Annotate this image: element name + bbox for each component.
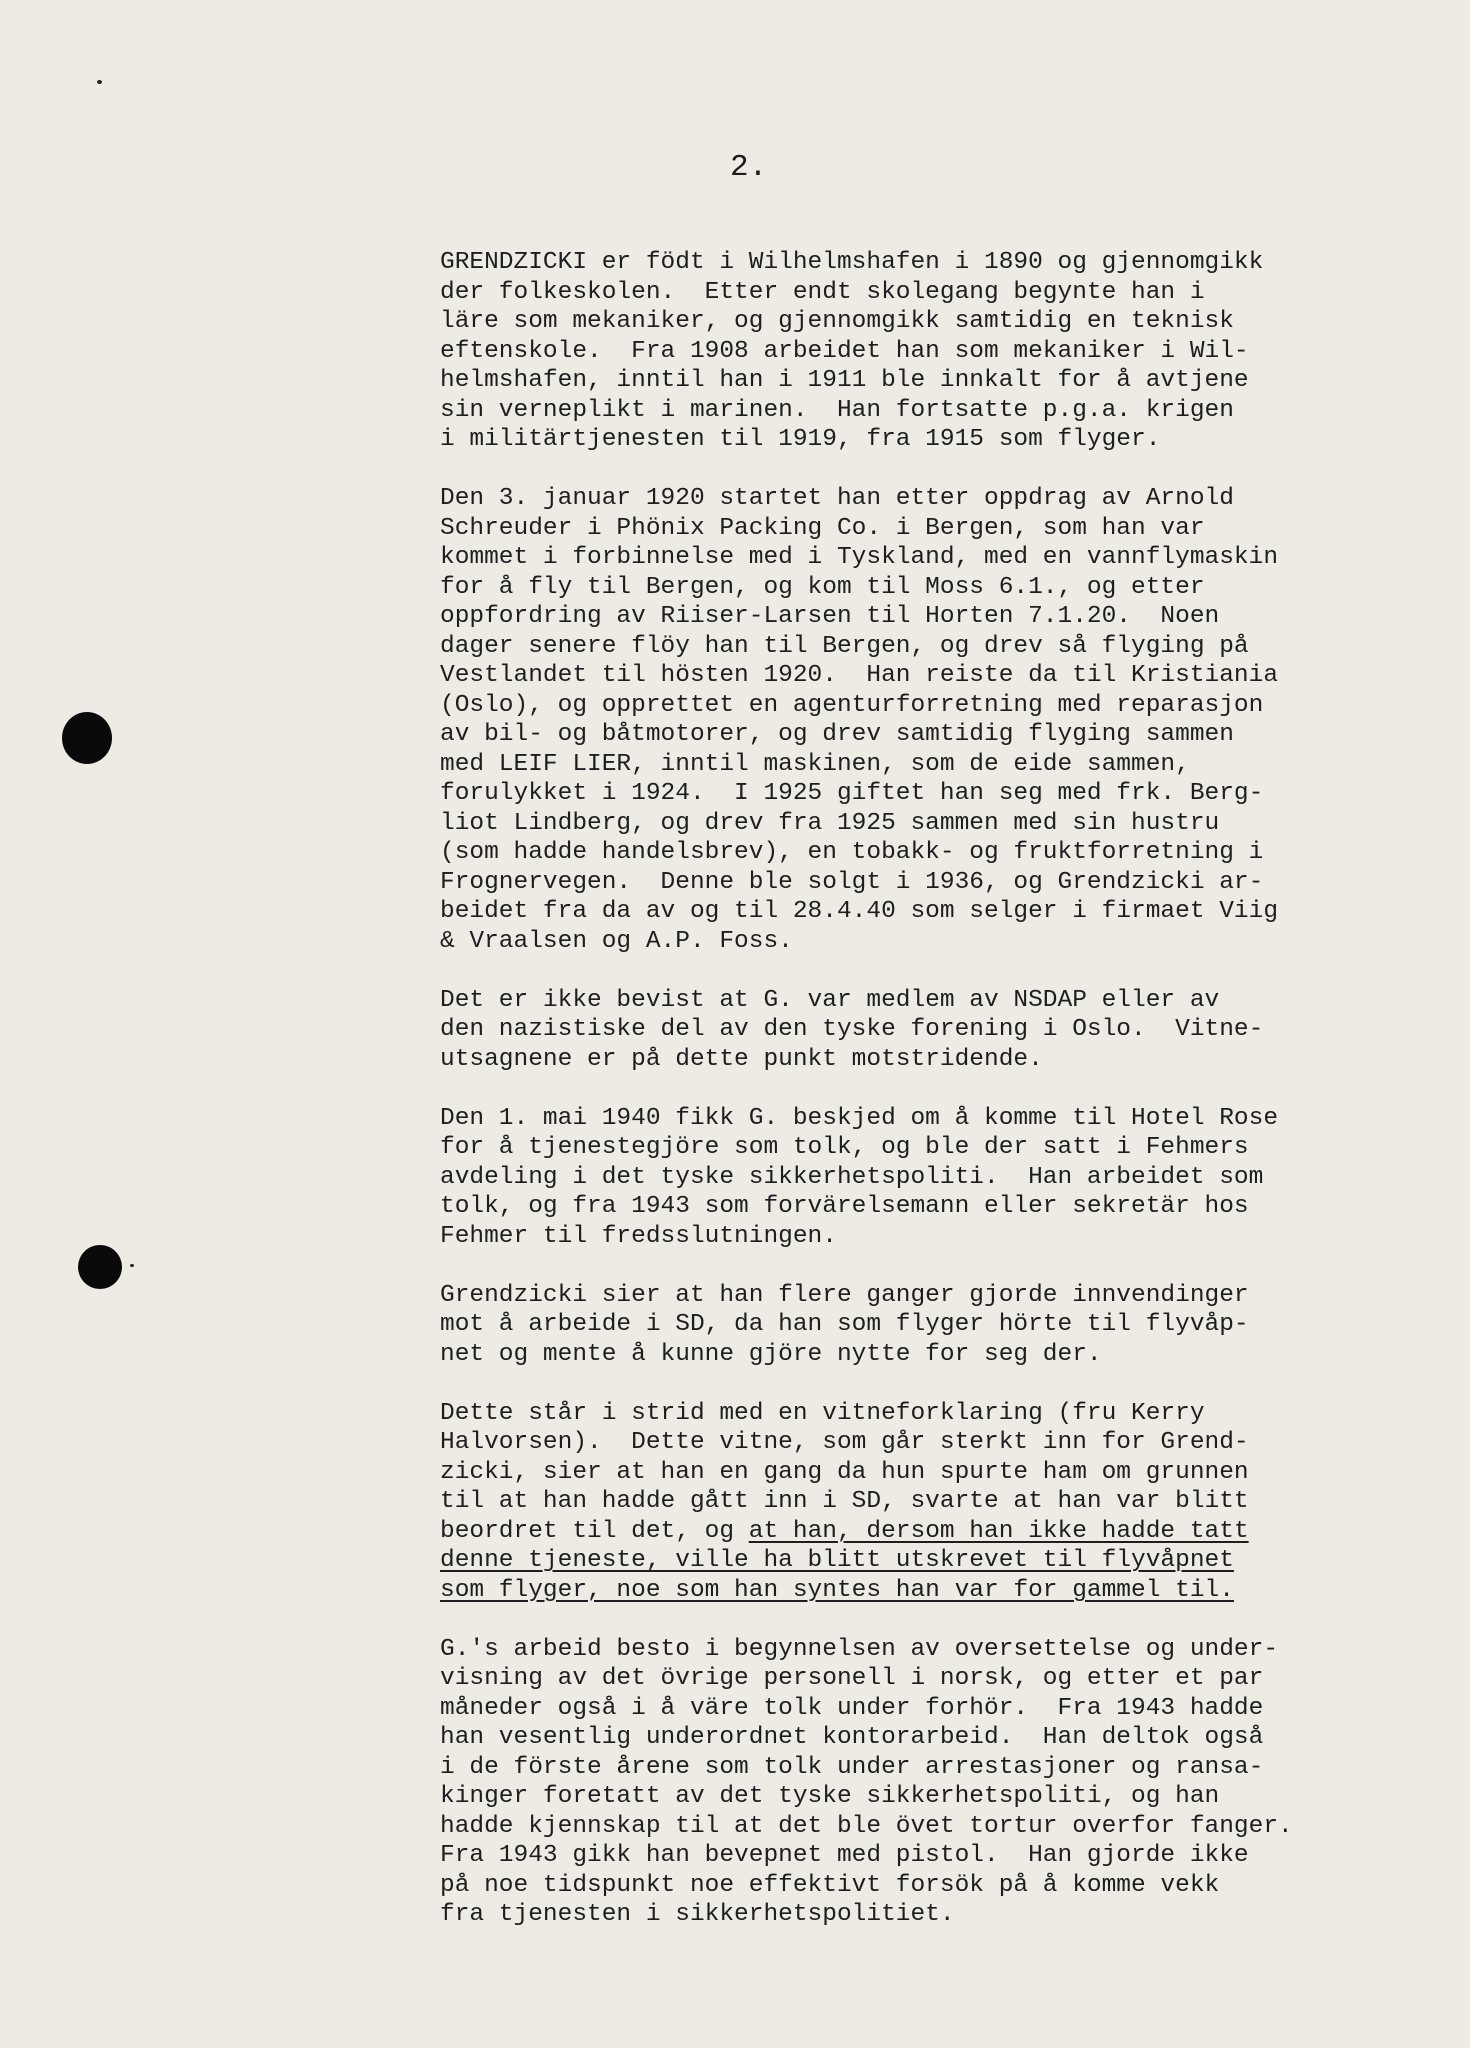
paragraph: [440, 986, 1440, 1075]
line-text: dager senere flöy han til Bergen, og drev så flyging på: [440, 632, 1249, 660]
line-text: läre som mekaniker, og gjennomgikk samtidig en teknisk: [440, 308, 1234, 335]
text-line: [440, 1104, 1440, 1134]
underlined-text: denne tjeneste, ville ha blitt utskrevet til flyvåpnet: [440, 1547, 1234, 1574]
line-text: av bil- og båtmotorer, og drev samtidig flyging sammen: [440, 721, 1234, 748]
line-text: Schreuder i Phönix Packing Co. i Bergen, som han var: [440, 514, 1205, 542]
line-text: kommet i forbinnelse med i Tyskland, med en vannflymaskin: [440, 544, 1279, 571]
text-line: [440, 838, 1440, 868]
text-line: [440, 779, 1440, 809]
line-text: Den 1. mai 1940 fikk G. beskjed om å komme til Hotel Rose: [440, 1104, 1279, 1132]
line-text: Fra 1943 gikk han bevepnet med pistol. Han gjorde ikke: [440, 1842, 1249, 1869]
line-text: hadde kjennskap til at det ble övet tortur overfor fanger.: [440, 1812, 1293, 1840]
text-line: [440, 573, 1440, 603]
text-line: [440, 1015, 1440, 1045]
line-text: Grendzicki sier at han flere ganger gjorde innvendinger: [440, 1281, 1249, 1309]
text-line: [440, 1841, 1440, 1871]
text-line: [440, 1399, 1440, 1429]
speck-mark: [97, 80, 102, 84]
text-line: [440, 750, 1440, 780]
text-line: [440, 868, 1440, 898]
text-line: [440, 1487, 1440, 1517]
text-line: [440, 1900, 1440, 1930]
line-text: eftenskole. Fra 1908 arbeidet han som mekaniker i Wil-: [440, 337, 1249, 365]
underlined-text: som flyger, noe som han syntes han var for gammel til.: [440, 1576, 1234, 1604]
line-text: på noe tidspunkt noe effektivt forsök på å komme vekk: [440, 1871, 1220, 1899]
text-line: [440, 1222, 1440, 1252]
line-text: (Oslo), og opprettet en agenturforretning med reparasjon: [440, 691, 1264, 719]
line-text: beidet fra da av og til 28.4.40 som selger i firmaet Viig: [440, 898, 1279, 925]
line-text: den nazistiske del av den tyske forening i Oslo. Vitne-: [440, 1016, 1264, 1043]
line-text: beordret til det, og: [440, 1517, 749, 1545]
line-text: Dette står i strid med en vitneforklaring (fru Kerry: [440, 1399, 1205, 1427]
text-line: [440, 1812, 1440, 1842]
line-text: måneder også i å väre tolk under forhör. Fra 1943 hadde: [440, 1694, 1264, 1722]
text-line: [440, 927, 1440, 957]
paragraph: [440, 1104, 1440, 1252]
underlined-text: at han, dersom han ikke hadde tatt: [748, 1517, 1249, 1545]
line-text: Halvorsen). Dette vitne, som går sterkt inn for Grend-: [440, 1429, 1249, 1456]
text-line: [440, 809, 1440, 839]
line-text: & Vraalsen og A.P. Foss.: [440, 927, 793, 955]
text-line: [440, 1340, 1440, 1370]
line-text: sin verneplikt i marinen. Han fortsatte p.g.a. krigen: [440, 396, 1234, 424]
text-line: [440, 1782, 1440, 1812]
speck-mark: [130, 1264, 134, 1267]
text-line: [440, 1576, 1440, 1606]
line-text: i de förste årene som tolk under arrestasjoner og ransa-: [440, 1753, 1264, 1781]
text-line: [440, 396, 1440, 426]
line-text: for å tjenestegjöre som tolk, og ble der satt i Fehmers: [440, 1134, 1249, 1161]
text-line: [440, 425, 1440, 455]
text-line: [440, 1694, 1440, 1724]
text-line: [440, 484, 1440, 514]
line-text: avdeling i det tyske sikkerhetspoliti. Han arbeidet som: [440, 1163, 1264, 1191]
text-line: [440, 1045, 1440, 1075]
text-line: [440, 1871, 1440, 1901]
line-text: med LEIF LIER, inntil maskinen, som de eide sammen,: [440, 750, 1190, 778]
text-line: [440, 514, 1440, 544]
line-text: tolk, og fra 1943 som forvärelsemann eller sekretär hos: [440, 1193, 1249, 1220]
line-text: helmshafen, inntil han i 1911 ble innkalt for å avtjene: [440, 367, 1249, 394]
line-text: liot Lindberg, og drev fra 1925 sammen med sin hustru: [440, 809, 1220, 837]
text-line: [440, 1163, 1440, 1193]
line-text: Den 3. januar 1920 startet han etter oppdrag av Arnold: [440, 485, 1234, 512]
punch-hole-bottom: [78, 1245, 122, 1289]
text-line: [440, 1635, 1440, 1665]
line-text: kinger foretatt av det tyske sikkerhetspoliti, og han: [440, 1783, 1220, 1810]
text-line: [440, 986, 1440, 1016]
text-line: [440, 1753, 1440, 1783]
line-text: der folkeskolen. Etter endt skolegang begynte han i: [440, 278, 1205, 306]
text-line: [440, 248, 1440, 278]
line-text: Fehmer til fredsslutningen.: [440, 1222, 837, 1250]
line-text: oppfordring av Riiser-Larsen til Horten 7.1.20. Noen: [440, 603, 1220, 630]
line-text: forulykket i 1924. I 1925 giftet han seg med frk. Berg-: [440, 780, 1264, 807]
line-text: (som hadde handelsbrev), en tobakk- og fruktforretning i: [440, 839, 1264, 866]
line-text: zicki, sier at han en gang da hun spurte ham om grunnen: [440, 1458, 1249, 1486]
line-text: i militärtjenesten til 1919, fra 1915 som flyger.: [440, 426, 1161, 453]
page-number: 2.: [730, 150, 768, 185]
line-text: GRENDZICKI er födt i Wilhelmshafen i 1890 og gjennomgikk: [440, 249, 1264, 276]
punch-hole-top: [62, 712, 112, 764]
text-line: [440, 543, 1440, 573]
paragraph: [440, 1635, 1440, 1930]
text-line: [440, 632, 1440, 662]
line-text: net og mente å kunne gjöre nytte for seg der.: [440, 1340, 1102, 1368]
text-line: [440, 1428, 1440, 1458]
text-line: [440, 1192, 1440, 1222]
text-line: [440, 1133, 1440, 1163]
text-line: [440, 1723, 1440, 1753]
text-line: [440, 661, 1440, 691]
text-line: [440, 602, 1440, 632]
line-text: Frognervegen. Denne ble solgt i 1936, og Grendzicki ar-: [440, 868, 1264, 896]
paragraph: [440, 1399, 1440, 1606]
text-line: [440, 278, 1440, 308]
text-line: [440, 1517, 1440, 1547]
line-text: utsagnene er på dette punkt motstridende.: [440, 1045, 1043, 1073]
line-text: fra tjenesten i sikkerhetspolitiet.: [440, 1901, 955, 1928]
line-text: visning av det övrige personell i norsk, og etter et par: [440, 1665, 1264, 1692]
text-line: [440, 897, 1440, 927]
text-line: [440, 1458, 1440, 1488]
text-line: [440, 337, 1440, 367]
paragraph: [440, 484, 1440, 956]
text-line: [440, 720, 1440, 750]
line-text: til at han hadde gått inn i SD, svarte at han var blitt: [440, 1488, 1249, 1515]
text-line: [440, 1664, 1440, 1694]
text-line: [440, 366, 1440, 396]
text-line: [440, 691, 1440, 721]
text-line: [440, 1281, 1440, 1311]
line-text: Vestlandet til hösten 1920. Han reiste da til Kristiania: [440, 662, 1279, 689]
text-line: [440, 307, 1440, 337]
paragraph: [440, 1281, 1440, 1370]
line-text: han vesentlig underordnet kontorarbeid. Han deltok også: [440, 1724, 1264, 1751]
line-text: for å fly til Bergen, og kom til Moss 6.1., og etter: [440, 573, 1205, 601]
text-line: [440, 1546, 1440, 1576]
text-line: [440, 1310, 1440, 1340]
line-text: G.'s arbeid besto i begynnelsen av oversettelse og under-: [440, 1635, 1279, 1663]
line-text: mot å arbeide i SD, da han som flyger hörte til flyvåp-: [440, 1311, 1249, 1338]
document-body: [440, 248, 1440, 1959]
line-text: Det er ikke bevist at G. var medlem av NSDAP eller av: [440, 986, 1220, 1014]
paragraph: [440, 248, 1440, 455]
